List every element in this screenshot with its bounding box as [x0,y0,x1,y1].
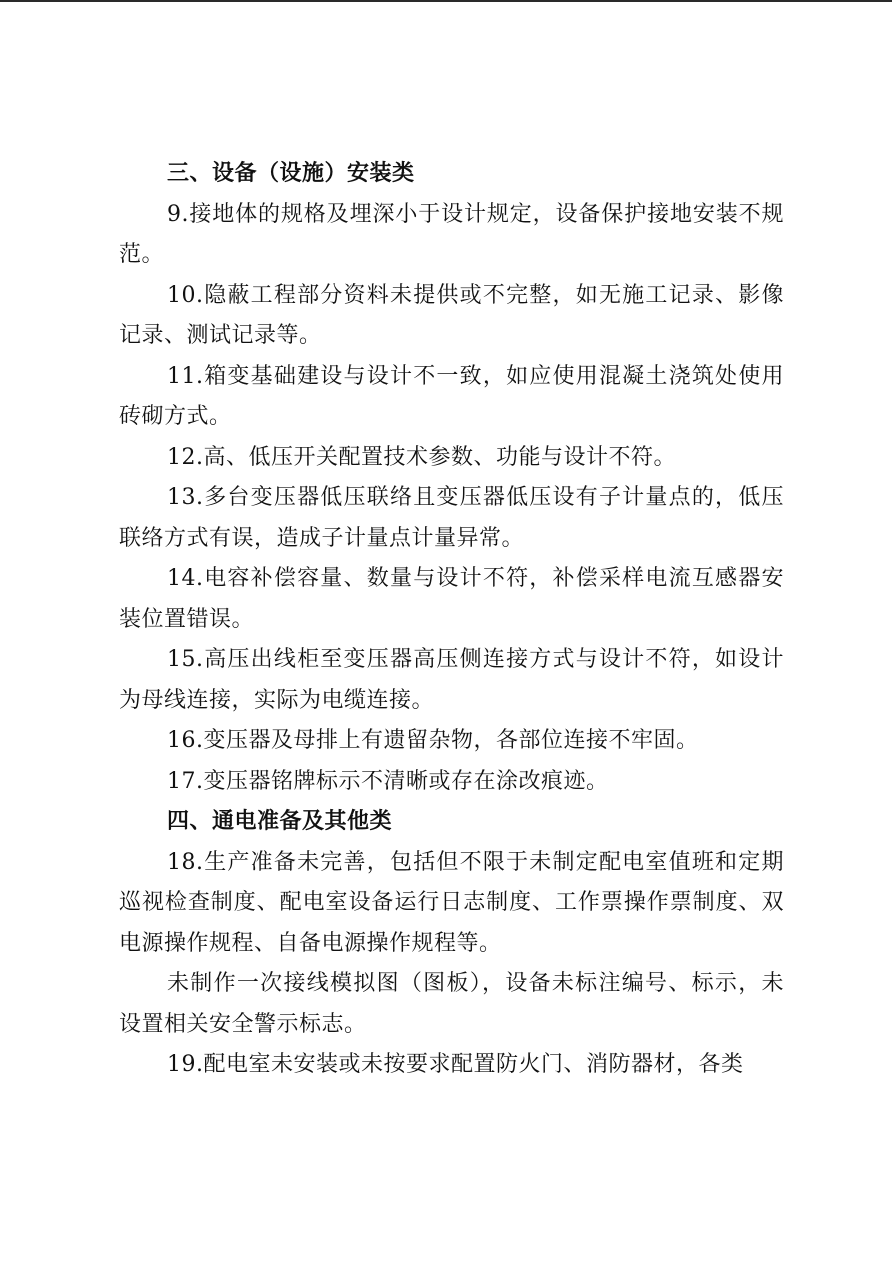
list-item-18-continued: 未制作一次接线模拟图（图板），设备未标注编号、标示，未设置相关安全警示标志。 [119,971,784,1037]
list-item-10: 10.隐蔽工程部分资料未提供或不完整，如无施工记录、影像记录、测试记录等。 [119,282,784,348]
document-body [119,154,784,1086]
list-item-9: 9.接地体的规格及埋深小于设计规定，设备保护接地安装不规范。 [119,201,784,267]
list-item-18: 18.生产准备未完善，包括但不限于未制定配电室值班和定期巡视检查制度、配电室设备运行日志制度、工作票操作票制度、双电源操作规程、自备电源操作规程等。 [119,849,784,956]
list-item-19: 19.配电室未安装或未按要求配置防火门、消防器材，各类 [167,1052,744,1077]
list-item-16: 16.变压器及母排上有遗留杂物，各部位连接不牢固。 [167,728,699,753]
list-item-15: 15.高压出线柜至变压器高压侧连接方式与设计不符，如设计为母线连接，实际为电缆连接。 [119,647,784,713]
section-heading-power-preparation: 四、通电准备及其他类 [167,809,393,834]
list-item-14: 14.电容补偿容量、数量与设计不符，补偿采样电流互感器安装位置错误。 [119,566,784,632]
list-item-13: 13.多台变压器低压联络且变压器低压设有子计量点的，低压联络方式有误，造成子计量点计量异常。 [119,485,784,551]
section-heading-equipment-installation: 三、设备（设施）安装类 [167,161,415,186]
list-item-11: 11.箱变基础建设与设计不一致，如应使用混凝土浇筑处使用砖砌方式。 [119,363,784,429]
list-item-17: 17.变压器铭牌标示不清晰或存在涂改痕迹。 [167,768,609,794]
list-item-12: 12.高、低压开关配置技术参数、功能与设计不符。 [167,444,676,470]
